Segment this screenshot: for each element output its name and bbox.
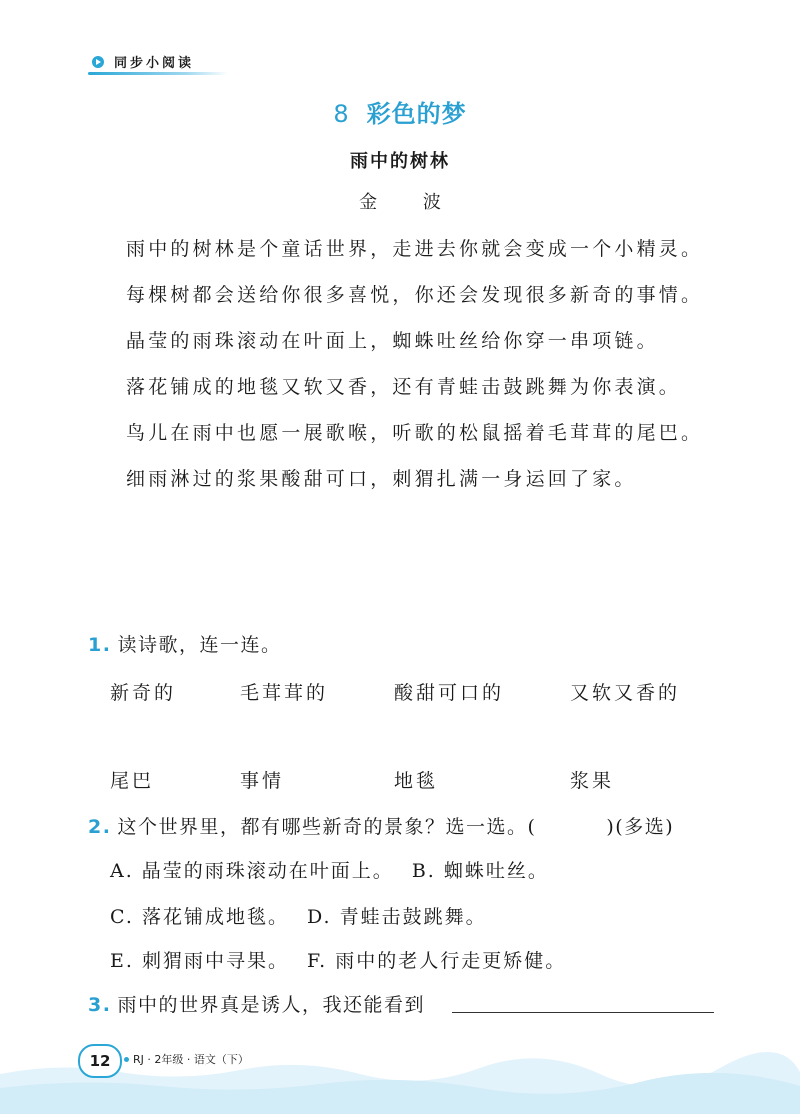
header-underline xyxy=(88,72,228,75)
question-prompt: 这个世界里，都有哪些新奇的景象？选一选。( xyxy=(117,816,537,838)
poem-body xyxy=(88,226,718,502)
option-f[interactable]: F. 雨中的老人行走更矫健。 xyxy=(306,950,567,972)
option-d[interactable]: D. 青蛙击鼓跳舞。 xyxy=(306,906,487,928)
question-3 xyxy=(88,990,425,1017)
option-row xyxy=(110,856,549,883)
option-b[interactable]: B. 蜘蛛吐丝。 xyxy=(411,860,549,882)
answer-line[interactable] xyxy=(452,1012,714,1013)
section-label: 同步小阅读 xyxy=(114,56,195,71)
page-number: 12 xyxy=(78,1044,122,1078)
match-top-item[interactable]: 酸甜可口的 xyxy=(394,682,505,704)
question-2 xyxy=(88,812,674,839)
question-prompt: 雨中的世界真是诱人，我还能看到 xyxy=(117,994,425,1016)
poem-paragraph: 落花铺成的地毯又软又香，还有青蛙击鼓跳舞为你表演。 xyxy=(126,376,682,398)
section-header xyxy=(92,52,194,71)
match-bottom-item[interactable]: 地毯 xyxy=(394,770,439,792)
poem-author: 金 波 xyxy=(359,192,461,213)
poem-paragraph: 晶莹的雨珠滚动在叶面上，蜘蛛吐丝给你穿一串项链。 xyxy=(126,330,659,352)
match-top-item[interactable]: 毛茸茸的 xyxy=(240,682,329,704)
play-icon xyxy=(92,56,104,68)
lesson-number: 8 xyxy=(333,100,349,128)
match-bottom-item[interactable]: 尾巴 xyxy=(110,770,155,792)
option-c[interactable]: C. 落花铺成地毯。 xyxy=(110,906,289,928)
question-1 xyxy=(88,630,281,657)
lesson-title xyxy=(0,94,800,129)
option-e[interactable]: E. 刺猬雨中寻果。 xyxy=(110,950,289,972)
option-row xyxy=(110,946,566,973)
poem-paragraph: 鸟儿在雨中也愿一展歌喉，听歌的松鼠摇着毛茸茸的尾巴。 xyxy=(126,422,704,444)
match-top-item[interactable]: 又软又香的 xyxy=(570,682,681,704)
match-top-item[interactable]: 新奇的 xyxy=(110,682,177,704)
poem-paragraph: 细雨淋过的浆果酸甜可口，刺猬扎满一身运回了家。 xyxy=(126,468,637,490)
poem-paragraph: 雨中的树林是个童话世界，走进去你就会变成一个小精灵。 xyxy=(126,238,704,260)
poem-paragraph: 每棵树都会送给你很多喜悦，你还会发现很多新奇的事情。 xyxy=(126,284,704,306)
match-bottom-item[interactable]: 事情 xyxy=(240,770,285,792)
poem-title: 雨中的树林 xyxy=(350,151,450,172)
question-number: 1. xyxy=(88,634,112,656)
option-a[interactable]: A. 晶莹的雨珠滚动在叶面上。 xyxy=(110,860,394,882)
bullet-icon xyxy=(124,1057,129,1062)
footer-info-text: RJ · 2年级 · 语文（下） xyxy=(133,1053,249,1066)
option-row xyxy=(110,902,487,929)
question-prompt: 读诗歌，连一连。 xyxy=(117,634,282,656)
lesson-name: 彩色的梦 xyxy=(366,100,467,128)
footer-info xyxy=(124,1051,249,1067)
match-bottom-item[interactable]: 浆果 xyxy=(570,770,615,792)
question-suffix: )(多选) xyxy=(606,816,675,838)
question-number: 2. xyxy=(88,816,112,838)
question-number: 3. xyxy=(88,994,112,1016)
